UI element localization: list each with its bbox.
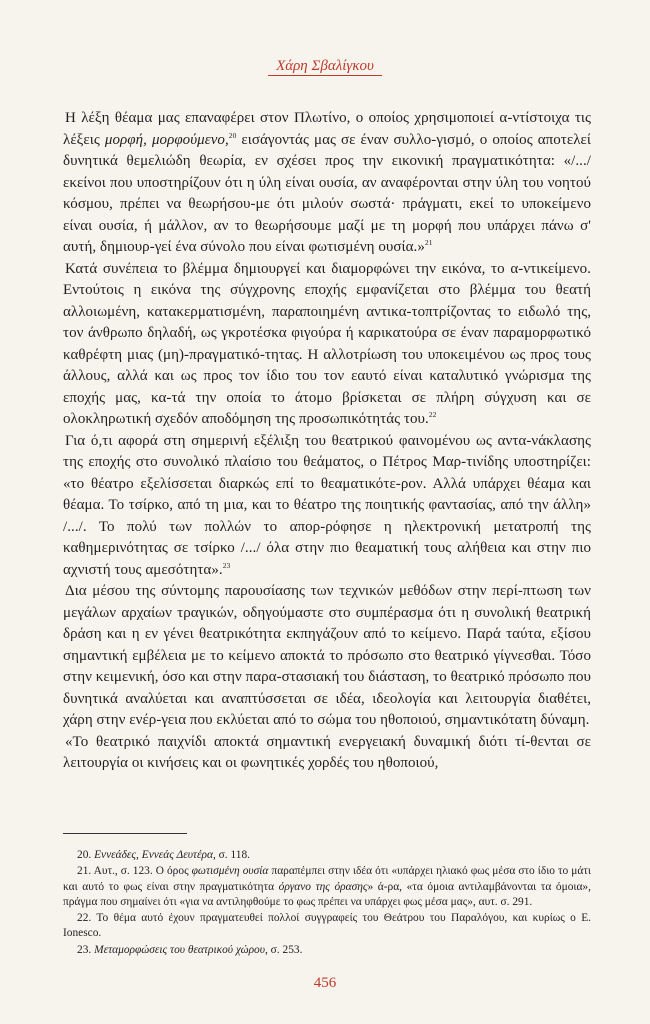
footnote-ref-22[interactable]: 22: [428, 410, 437, 419]
footnote-ref-21[interactable]: 21: [424, 238, 433, 247]
paragraph-5: [63, 732, 591, 775]
footnote-21: [63, 864, 591, 910]
footnote-ref-20[interactable]: 20: [228, 130, 237, 140]
italic-term: μορφή, μορφούμενο,: [104, 131, 229, 148]
footnote-ref-23[interactable]: 23: [222, 560, 231, 570]
text-run: 21. Αυτ., σ. 123. Ο όρος: [77, 865, 192, 878]
paragraph-4: [63, 581, 591, 732]
text-run: , σ. 118.: [212, 849, 250, 861]
running-head: [0, 58, 650, 75]
paragraph-3: [63, 431, 591, 582]
paragraph-2: [63, 259, 591, 431]
text-run: «Το θεατρικό παιχνίδι αποκτά σημαντική ενεργειακή δυναμική διότι τί-θενται σε λειτουργία οι κινήσεις και οι φωνητικές χορδές του ηθοποιού,: [63, 733, 591, 771]
page-number: 456: [313, 975, 337, 991]
footnote-20: [63, 848, 591, 863]
italic-term: φωτισμένη ουσία: [191, 865, 269, 878]
italic-term: όργανο της όρασης: [278, 880, 368, 893]
paragraph-1: [63, 108, 591, 259]
text-run: Κατά συνέπεια το βλέμμα δημιουργεί και διαμορφώνει την εικόνα, το α-ντικείμενο. Εντούτοις η εικόνα της σύγχρονης εποχής εμφανίζεται στο βλέμμα του θεατή αλλοιωμένη, κατακερματισμένη, παραποιημένη αντικα-τοπτρίζοντας το ειδωλό της, τον άνθρωπο δηλαδή, ως γκροτέσκα φιγούρα ή καρικατούρα σε έναν παραμορφωτικό καθρέφτη μιας (μη)-πραγματικό-τητας. Η αλλοτρίωση του υποκειμένου ως προς τους άλλους, αλλά και ως προς τον ίδιο του τον εαυτό είναι καταλυτικό γνώρισμα της εποχής μας, κα-τά την οποία το άτομο βρίσκεται σε πλήρη σύγχυση και σε ολοκληρωτική σχεδόν αποδόμηση της προσωπικότητάς του.: [63, 260, 591, 427]
footnote-title: Εννεάδες, Εννεάς Δευτέρα: [94, 849, 213, 861]
running-head-text: Χάρη Σβαλίγκου: [268, 58, 382, 76]
footnote-divider: [63, 833, 187, 834]
footnote-23: [63, 943, 591, 958]
main-text: [63, 108, 591, 775]
text-run: εισάγοντάς μας σε έναν συλλο-γισμό, ο οποίος αποτελεί δυνητικά θεμελιώδη θεωρία, εν σχέσει προς την εικονική πραγματικότητα: «/.../ εκείνοι που υποστηρίζουν ότι η ύλη είναι ουσία, αν αναφέρονται στην ύλη του νοητού κόσμου, πρέπει να θεωρήσου-με ότι μιλούν σωστά· πράγματι, εκεί το υποκείμενο είναι ουσία, ή μάλλον, αν το θεωρήσουμε μαζί με τη μορφή που υπάρχει πάνω σ' αυτή, δημιουρ-γεί ένα σύνολο που είναι φωτισμένη ουσία.»: [63, 131, 591, 255]
text-run: Δια μέσου της σύντομης παρουσίασης των τεχνικών μεθόδων στην περί-πτωση των μεγάλων αρχαίων τραγικών, οδηγούμαστε στο συμπέρασμα ότι η συνολική θεατρική δράση και η εν γένει θεατρικότητα εκπηγάζουν από το κείμενο. Παρά ταύτα, εξίσου σημαντική εμβέλεια με το κείμενο αποκτά το πρόσωπο στο θεατρικό γίγνεσθαι. Τόσο στην κειμενική, όσο και στην παρα-στασιακή του διάσταση, το θεατρικό πρόσωπο που δυνητικά αναλύεται και αναπτύσσεται σε ιδέα, ιδεολογία και λειτουργία διαθέτει, χάρη στην ενέρ-γεια που εκλύεται από το σώμα του ηθοποιού, σημαντικότατη δύναμη.: [63, 583, 591, 728]
footnotes: [63, 848, 591, 959]
text-run: και κυρίως ο Ε. Ionesco.: [63, 912, 591, 940]
footnote-title: Μεταμορφώσεις του θεατρικού χώρου: [94, 943, 265, 956]
text-run: , σ. 253.: [264, 943, 303, 956]
text-run: Για ό,τι αφορά στη σημερινή εξέλιξη του θεατρικού φαινομένου ως αντα-νάκλασης της εποχής στο συνολικό πλαίσιο του θεάματος, ο Πέτρος Μαρ-τινίδης υποστηρίζει: «το θέατρο εξελίσσεται διαρκώς επί το θεαματικότε-ρον. Αλλά υπάρχει θέαμα και θέαμα. Το τσίρκο, από τη μια, και το θέατρο της ποιητικής φαντασίας, από την άλλη» /.../. Το πολύ των πολλών το απορ-ρόφησε η ηλεκτρονική μετατροπή της καθημερινότητας σε τσίρκο /.../ όλα στην πιο θεαματική τους αλήθεια και στην πιο αχνιστή τους αμεσότητα».: [63, 432, 591, 578]
footnote-number: 23.: [77, 943, 95, 956]
text-run: Η λέξη θέαμα μας επαναφέρει στον Πλωτίνο, ο οποίος χρησιμοποιεί α-ντίστοιχα τις λέξεις: [63, 110, 591, 148]
text-run: παραπέμπει στην ιδέα ότι «υπάρχει ηλιακό φως μέσα στο ίδιο το μάτι και αυτό το φως είναι στην πραγματικότητα: [63, 865, 591, 893]
footnote-number: 20.: [77, 849, 95, 861]
text-run: » ά-ρα, «τα όμοια αντιλαμβάνονται τα όμοια», πράγμα που σημαίνει ότι «για να αντιληφθούμε το φως πρέπει να υπάρχει φως μέσα μας», αυτ. σ. 291.: [63, 880, 591, 908]
footnote-22: [63, 911, 591, 942]
text-run: 22. Το θέμα αυτό έχουν πραγματευθεί πολλοί συγγραφείς του Θεάτρου του Παραλόγου,: [77, 912, 508, 925]
